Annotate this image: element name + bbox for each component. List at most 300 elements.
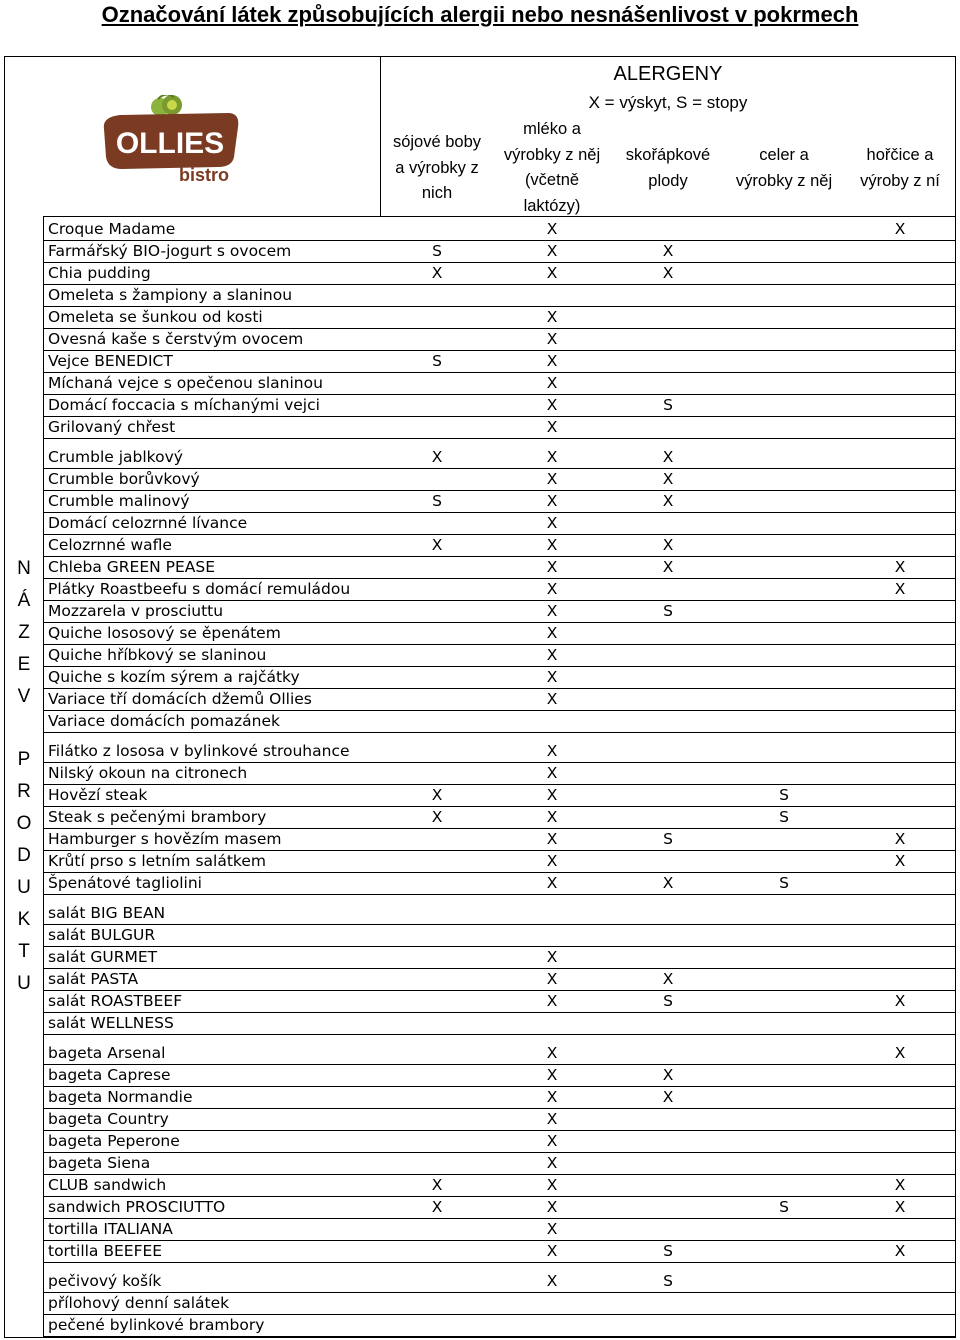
allergen-mark: X <box>662 874 674 892</box>
allergen-mark <box>769 350 799 372</box>
dish-name: Mozzarela v prosciuttu <box>48 602 224 620</box>
allergen-mark <box>422 1108 452 1130</box>
table-row <box>44 600 956 622</box>
table-row <box>44 218 956 240</box>
allergen-mark: X <box>894 220 906 238</box>
dish-name: salát BULGUR <box>48 926 156 944</box>
allergen-mark: X <box>546 1176 558 1194</box>
allergen-mark: S <box>663 830 673 848</box>
allergen-mark: S <box>432 242 442 260</box>
table-row <box>44 1314 956 1336</box>
table-row <box>44 240 956 262</box>
allergen-mark: X <box>431 264 443 282</box>
dish-name: Filátko z lososa v bylinkové strouhance <box>48 742 350 760</box>
allergen-mark <box>422 306 452 328</box>
allergen-mark <box>769 850 799 872</box>
allergen-mark <box>769 924 799 946</box>
allergen-mark <box>537 902 567 924</box>
allergen-mark: X <box>546 948 558 966</box>
allergen-mark <box>769 740 799 762</box>
allergen-mark <box>422 1240 452 1262</box>
allergen-mark <box>769 622 799 644</box>
allergens-heading: ALERGENY <box>613 63 723 85</box>
dish-name: Hovězí steak <box>48 786 148 804</box>
allergen-mark: X <box>546 830 558 848</box>
table-row <box>44 512 956 534</box>
allergen-mark <box>537 924 567 946</box>
allergen-mark <box>885 806 915 828</box>
vertical-letter: D <box>17 845 31 866</box>
allergen-mark <box>653 372 683 394</box>
allergen-mark <box>653 1292 683 1314</box>
allergen-mark <box>653 710 683 732</box>
allergen-mark <box>885 622 915 644</box>
table-row <box>44 688 956 710</box>
allergen-mark: S <box>663 1272 673 1290</box>
allergen-mark: X <box>431 1176 443 1194</box>
dish-name: Ovesná kaše s čerstvým ovocem <box>48 330 304 348</box>
allergen-mark <box>653 644 683 666</box>
allergen-mark <box>885 1130 915 1152</box>
allergen-mark <box>422 762 452 784</box>
table-row <box>44 416 956 438</box>
column-header <box>492 117 612 219</box>
allergen-mark: X <box>894 992 906 1010</box>
allergen-mark <box>769 666 799 688</box>
dish-name: bageta Arsenal <box>48 1044 166 1062</box>
allergen-mark <box>769 578 799 600</box>
allergen-mark <box>769 600 799 622</box>
allergen-mark: S <box>663 602 673 620</box>
row-divider <box>44 1262 956 1263</box>
dish-name: Quiche hříbkový se slaninou <box>48 646 267 664</box>
table-row <box>44 468 956 490</box>
allergen-mark <box>422 1314 452 1336</box>
table-row <box>44 872 956 894</box>
allergen-mark <box>653 1218 683 1240</box>
table-row <box>44 946 956 968</box>
allergen-mark <box>885 394 915 416</box>
allergen-mark: X <box>546 970 558 988</box>
allergen-mark: X <box>894 558 906 576</box>
allergen-mark <box>769 218 799 240</box>
allergen-mark <box>422 990 452 1012</box>
row-divider <box>44 1336 956 1337</box>
vertical-letter: Z <box>18 622 30 643</box>
allergen-mark <box>769 644 799 666</box>
allergen-mark <box>885 872 915 894</box>
table-row <box>44 350 956 372</box>
allergen-mark: X <box>546 558 558 576</box>
allergen-mark: S <box>663 992 673 1010</box>
allergen-mark: X <box>546 808 558 826</box>
dish-name: Croque Madame <box>48 220 176 238</box>
table-row <box>44 740 956 762</box>
allergen-mark: X <box>546 514 558 532</box>
table-row <box>44 306 956 328</box>
allergen-mark <box>885 902 915 924</box>
allergen-mark <box>885 350 915 372</box>
allergen-mark: X <box>546 1154 558 1172</box>
allergen-mark: X <box>431 536 443 554</box>
allergen-mark: X <box>431 448 443 466</box>
vertical-letter: U <box>17 877 31 898</box>
allergen-mark: X <box>662 470 674 488</box>
table-row <box>44 1108 956 1130</box>
allergen-mark: X <box>662 1066 674 1084</box>
allergen-mark <box>885 1086 915 1108</box>
vertical-letter: K <box>17 909 31 930</box>
allergen-mark <box>885 512 915 534</box>
allergen-mark: X <box>546 220 558 238</box>
allergen-mark <box>885 240 915 262</box>
dish-name: pečivový košík <box>48 1272 162 1290</box>
allergen-mark <box>885 946 915 968</box>
allergen-mark <box>769 1042 799 1064</box>
dish-name: salát GURMET <box>48 948 158 966</box>
allergen-mark <box>885 600 915 622</box>
allergen-mark <box>422 1012 452 1034</box>
table-row <box>44 828 956 850</box>
allergen-mark <box>885 1218 915 1240</box>
allergen-mark <box>769 240 799 262</box>
olive-logo-icon <box>151 95 182 116</box>
allergen-mark <box>422 688 452 710</box>
allergen-mark: X <box>546 374 558 392</box>
allergen-mark <box>885 710 915 732</box>
allergen-mark: X <box>431 1198 443 1216</box>
allergen-mark <box>422 1064 452 1086</box>
table-row <box>44 710 956 732</box>
allergen-mark <box>769 902 799 924</box>
allergen-mark: X <box>546 580 558 598</box>
table-row <box>44 1270 956 1292</box>
allergen-mark <box>769 990 799 1012</box>
column-header-line: nich <box>421 184 453 202</box>
allergen-mark <box>653 1152 683 1174</box>
allergen-mark <box>422 968 452 990</box>
table-row <box>44 1042 956 1064</box>
dish-name: Quiche s kozím sýrem a rajčátky <box>48 668 300 686</box>
dish-name: Variace tří domácích džemů Ollies <box>48 690 312 708</box>
column-header-line: sójové boby <box>392 133 482 151</box>
allergen-mark <box>885 644 915 666</box>
allergen-mark <box>422 416 452 438</box>
dish-name: Krůtí prso s letním salátkem <box>48 852 266 870</box>
allergen-mark <box>769 828 799 850</box>
allergen-mark <box>769 710 799 732</box>
allergen-mark <box>769 394 799 416</box>
allergen-mark: X <box>546 668 558 686</box>
allergen-mark <box>885 1064 915 1086</box>
allergen-mark: X <box>546 786 558 804</box>
svg-text:bistro: bistro <box>178 165 230 185</box>
allergen-mark <box>885 666 915 688</box>
allergen-mark: X <box>546 1132 558 1150</box>
allergen-mark <box>537 710 567 732</box>
allergen-mark <box>769 1108 799 1130</box>
allergen-mark <box>653 1174 683 1196</box>
allergen-mark <box>885 1314 915 1336</box>
allergen-mark <box>653 946 683 968</box>
allergen-mark <box>885 924 915 946</box>
allergen-mark <box>653 924 683 946</box>
allergen-mark <box>769 556 799 578</box>
allergen-mark: X <box>546 1272 558 1290</box>
allergen-mark <box>422 622 452 644</box>
allergen-mark <box>885 1012 915 1034</box>
allergen-mark: X <box>546 492 558 510</box>
allergen-mark: X <box>546 1044 558 1062</box>
allergen-mark <box>422 1292 452 1314</box>
allergen-mark <box>422 218 452 240</box>
allergen-mark <box>422 284 452 306</box>
vertical-letter: Á <box>17 590 31 611</box>
table-row <box>44 990 956 1012</box>
allergen-mark <box>422 828 452 850</box>
column-header-line: výrobky z něj <box>503 145 601 164</box>
table-row <box>44 968 956 990</box>
allergen-mark <box>422 924 452 946</box>
table-row <box>44 1130 956 1152</box>
vertical-letter: U <box>17 973 31 994</box>
allergen-mark: X <box>662 1088 674 1106</box>
allergen-mark <box>769 1292 799 1314</box>
allergen-mark <box>885 306 915 328</box>
allergen-mark <box>653 1130 683 1152</box>
allergen-mark <box>885 1270 915 1292</box>
allergen-mark <box>885 328 915 350</box>
allergen-mark <box>769 468 799 490</box>
dish-name: Špenátové tagliolini <box>48 874 202 892</box>
allergen-mark <box>885 784 915 806</box>
table-row <box>44 1086 956 1108</box>
dish-name: Grilovaný chřest <box>48 418 176 436</box>
allergen-mark: X <box>546 624 558 642</box>
table-row <box>44 1292 956 1314</box>
allergen-mark <box>537 284 567 306</box>
table-row <box>44 762 956 784</box>
allergens-legend: X = výskyt, S = stopy <box>588 93 748 112</box>
table-row <box>44 328 956 350</box>
allergen-mark <box>885 1292 915 1314</box>
dish-name: Quiche lososový se ěpenátem <box>48 624 281 642</box>
table-row <box>44 1196 956 1218</box>
table-row <box>44 924 956 946</box>
allergen-mark <box>769 762 799 784</box>
dish-name: bageta Caprese <box>48 1066 171 1084</box>
allergen-mark <box>769 490 799 512</box>
vertical-letter: T <box>18 941 30 962</box>
table-row <box>44 1218 956 1240</box>
allergen-mark <box>769 968 799 990</box>
allergen-mark <box>653 284 683 306</box>
allergen-mark: X <box>546 1198 558 1216</box>
column-header <box>382 130 492 207</box>
dish-name: Chleba GREEN PEASE <box>48 558 216 576</box>
row-divider <box>44 894 956 895</box>
allergen-mark: X <box>662 448 674 466</box>
allergen-mark <box>885 284 915 306</box>
allergen-mark <box>885 740 915 762</box>
allergen-mark: X <box>546 396 558 414</box>
allergen-mark: S <box>663 396 673 414</box>
allergen-mark: X <box>546 646 558 664</box>
allergen-mark <box>422 1218 452 1240</box>
allergen-mark: X <box>894 1044 906 1062</box>
allergen-mark: X <box>546 992 558 1010</box>
header-divider <box>44 216 956 217</box>
allergen-mark <box>537 1292 567 1314</box>
allergen-mark <box>653 688 683 710</box>
table-row <box>44 1240 956 1262</box>
allergen-mark <box>653 666 683 688</box>
allergen-mark: X <box>546 308 558 326</box>
allergen-mark: X <box>546 418 558 436</box>
allergen-mark <box>769 512 799 534</box>
vertical-label-column <box>4 216 44 1338</box>
table-row <box>44 534 956 556</box>
allergen-mark: X <box>662 242 674 260</box>
allergen-mark: X <box>894 1176 906 1194</box>
allergen-mark <box>769 1240 799 1262</box>
allergen-mark: S <box>779 1198 789 1216</box>
column-header-line: (včetně <box>524 171 580 189</box>
dish-name: sandwich PROSCIUTTO <box>48 1198 226 1216</box>
svg-text:OLLIES: OLLIES <box>115 127 225 160</box>
allergen-mark: X <box>894 1198 906 1216</box>
allergen-mark <box>653 218 683 240</box>
table-row <box>44 1064 956 1086</box>
allergen-mark <box>653 578 683 600</box>
table-row <box>44 446 956 468</box>
allergen-mark <box>769 1130 799 1152</box>
dish-name: salát ROASTBEEF <box>48 992 183 1010</box>
dish-name: Plátky Roastbeefu s domácí remuládou <box>48 580 351 598</box>
allergen-mark: X <box>546 352 558 370</box>
table-row <box>44 1174 956 1196</box>
table-row <box>44 372 956 394</box>
allergen-mark <box>653 350 683 372</box>
allergen-mark <box>769 446 799 468</box>
allergen-mark: X <box>662 264 674 282</box>
allergen-mark <box>422 872 452 894</box>
allergen-mark <box>422 372 452 394</box>
column-header-line: výrobky z něj <box>735 171 833 190</box>
allergen-mark: X <box>546 742 558 760</box>
dish-name: Hamburger s hovězím masem <box>48 830 282 848</box>
allergen-mark: X <box>546 536 558 554</box>
dish-name: Domácí foccacia s míchanými vejci <box>48 396 320 414</box>
allergen-mark <box>422 850 452 872</box>
allergen-mark <box>422 710 452 732</box>
allergen-mark <box>422 644 452 666</box>
column-header-line: plody <box>648 171 688 190</box>
allergen-mark: X <box>546 764 558 782</box>
column-header <box>727 143 842 194</box>
vertical-letter: P <box>17 749 31 770</box>
allergen-mark <box>422 600 452 622</box>
dish-name: Chia pudding <box>48 264 151 282</box>
allergen-mark <box>422 512 452 534</box>
table-row <box>44 284 956 306</box>
allergen-mark <box>422 578 452 600</box>
dish-name: salát PASTA <box>48 970 139 988</box>
allergen-mark <box>769 1218 799 1240</box>
table-row <box>44 490 956 512</box>
table-row <box>44 1012 956 1034</box>
allergen-mark: S <box>432 492 442 510</box>
allergen-mark <box>885 262 915 284</box>
allergen-mark <box>885 762 915 784</box>
dish-name: salát WELLNESS <box>48 1014 174 1032</box>
allergen-mark <box>769 372 799 394</box>
allergen-mark: X <box>894 1242 906 1260</box>
allergen-mark <box>422 394 452 416</box>
allergen-mark <box>653 1012 683 1034</box>
allergen-mark: X <box>546 448 558 466</box>
allergen-mark <box>422 468 452 490</box>
allergen-mark <box>769 946 799 968</box>
allergen-mark: X <box>546 330 558 348</box>
dish-name: Celozrnné wafle <box>48 536 172 554</box>
dish-name: pečené bylinkové brambory <box>48 1316 265 1334</box>
dish-name: Variace domácích pomazánek <box>48 712 280 730</box>
vertical-letter: N <box>17 558 31 579</box>
allergen-mark <box>422 1042 452 1064</box>
allergen-mark <box>653 416 683 438</box>
allergen-mark: X <box>546 1242 558 1260</box>
dish-name: salát BIG BEAN <box>48 904 166 922</box>
vertical-letter: R <box>17 781 31 802</box>
allergen-mark: S <box>432 352 442 370</box>
allergen-mark: X <box>894 852 906 870</box>
allergen-mark <box>885 534 915 556</box>
allergen-mark <box>885 1152 915 1174</box>
vertical-letter: V <box>17 686 31 707</box>
allergen-mark: S <box>779 786 789 804</box>
allergen-mark: X <box>894 580 906 598</box>
allergen-mark <box>653 806 683 828</box>
allergen-mark <box>653 740 683 762</box>
allergen-mark <box>885 1108 915 1130</box>
table-row <box>44 262 956 284</box>
allergen-mark <box>769 306 799 328</box>
dish-name: přílohový denní salátek <box>48 1294 230 1312</box>
column-header-line: skořápkové <box>625 146 711 164</box>
allergen-mark: S <box>779 874 789 892</box>
vertical-letter: E <box>17 654 31 675</box>
allergen-mark <box>769 688 799 710</box>
allergen-mark <box>653 1042 683 1064</box>
allergen-mark <box>769 1314 799 1336</box>
allergen-mark <box>653 762 683 784</box>
table-row <box>44 394 956 416</box>
row-divider <box>44 438 956 439</box>
allergen-mark <box>769 1064 799 1086</box>
dish-name: bageta Normandie <box>48 1088 193 1106</box>
dish-name: Steak s pečenými brambory <box>48 808 267 826</box>
allergen-mark <box>769 284 799 306</box>
allergen-mark: S <box>663 1242 673 1260</box>
allergen-mark <box>422 328 452 350</box>
column-header <box>845 143 955 194</box>
allergen-mark <box>422 666 452 688</box>
table-row <box>44 666 956 688</box>
dish-name: bageta Siena <box>48 1154 151 1172</box>
allergen-mark <box>653 328 683 350</box>
table-row <box>44 784 956 806</box>
